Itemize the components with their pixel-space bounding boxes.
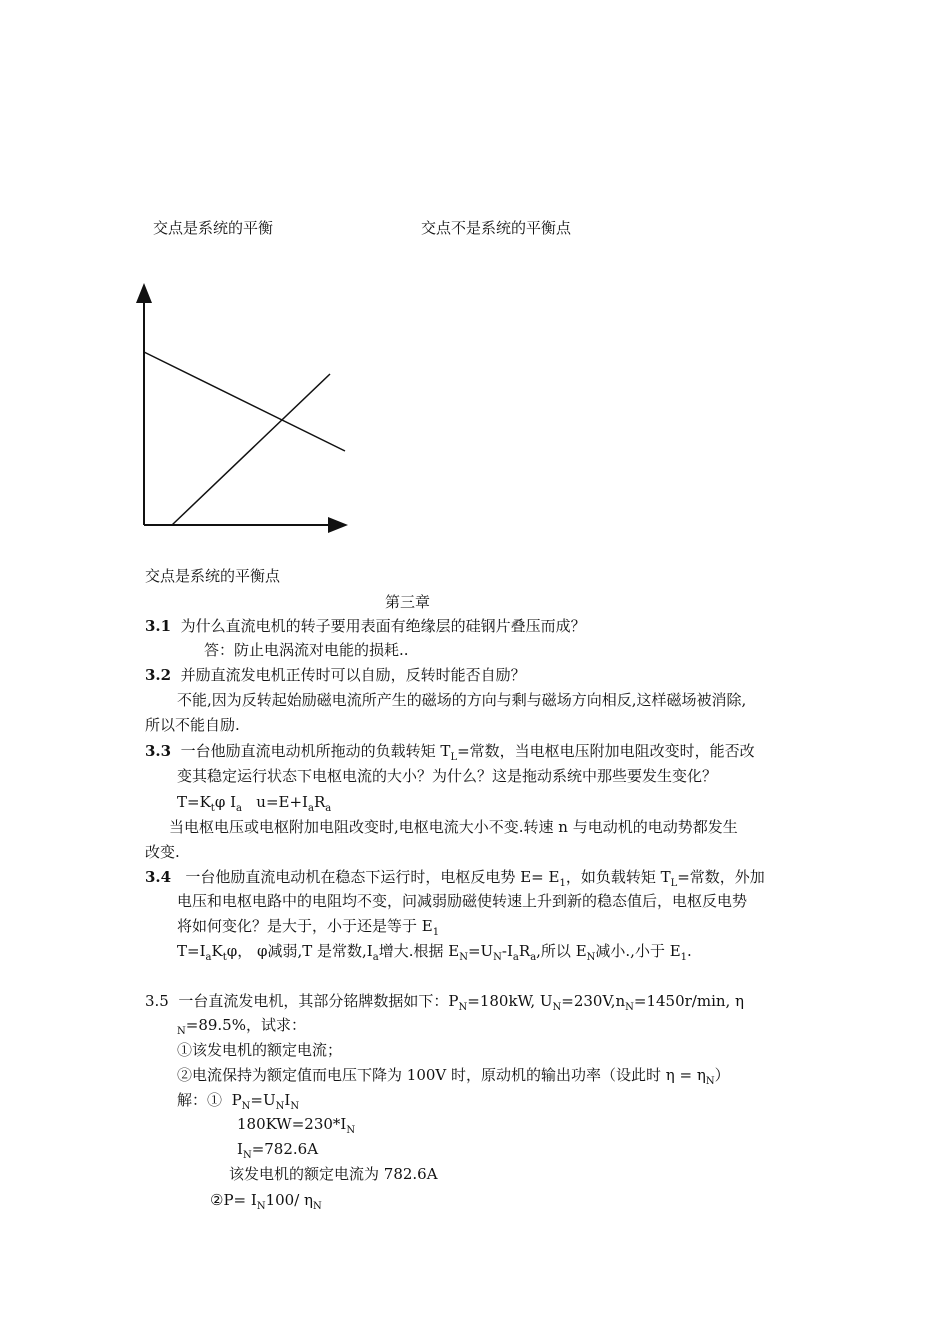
q34-number: 3.4 [145, 868, 172, 886]
q31-line [145, 616, 586, 636]
q31-question: 为什么直流电机的转子要用表面有绝缘层的硅钢片叠压而成？ [180, 617, 586, 635]
q34-line1: 3.4 一台他励直流电动机在稳态下运行时，电枢反电势 $E= E_1$，如负载转矩 $T_L=$常数，外加 [145, 868, 765, 889]
q33-text-b: =常数，当电枢电压附加电阻改变时，能否改 [457, 742, 755, 760]
q32-line [145, 665, 526, 685]
q35-item1: ①该发电机的额定电流； [177, 1041, 343, 1059]
q33-formula: $T=K_t\varphi$ $I_a$ $u=E+I_aR_a$ [177, 793, 332, 814]
q35-item2: ②电流保持为额定值而电压下降为 100V 时，原动机的输出功率（设此时 $\eta = \eta_N$） [177, 1066, 730, 1087]
load-torque-line [144, 352, 345, 451]
q32-number: 3.2 [145, 666, 172, 684]
chapter-title: 第三章 [385, 593, 431, 611]
q35-line1: 3.5 一台直流发电机，其部分铭牌数据如下：$P_N=180kW$, $U_N=230V,n_N=1450r/\min$, η [145, 992, 745, 1013]
q32-answer-line1: 不能,因为反转起始励磁电流所产生的磁场的方向与剩与磁场方向相反,这样磁场被消除, [177, 691, 747, 709]
caption-left: 交点是系统的平衡 [153, 219, 274, 237]
q32-question: 并励直流发电机正传时可以自励，反转时能否自励？ [180, 666, 526, 684]
q35-solution-1: 解：① $P_N=U_NI_N$ [177, 1091, 300, 1112]
q35-line2: $_N$=89.5%，试求： [177, 1016, 306, 1037]
q34-line2: 电压和电枢电路中的电阻均不变，问减弱励磁使转速上升到新的稳态值后，电枢反电势 [177, 892, 748, 910]
q34-line3: 将如何变化？是大于，小于还是等于 $E_1$ [177, 917, 440, 938]
q33-sub: L [450, 752, 458, 763]
q32-answer-line2: 所以不能自励. [145, 716, 240, 734]
caption-right: 交点不是系统的平衡点 [421, 219, 572, 237]
q33-text-a: 一台他励直流电动机所拖动的负载转矩 T [180, 742, 451, 760]
q35-number: 3.5 [145, 992, 169, 1010]
q33-line2: 变其稳定运行状态下电枢电流的大小？为什么？这是拖动系统中那些要发生变化？ [177, 767, 718, 785]
q33-number: 3.3 [145, 742, 172, 760]
q34-answer: $T=I_aK_t\varphi$， φ减弱,T 是常数$,I_a$增大.根据 $E_N=U_N-I_aR_a$,所以 $E_N$减小.,小于 $E_1$. [177, 942, 692, 963]
q33-answer-line1: 当电枢电压或电枢附加电阻改变时,电枢电流大小不变.转速 n 与电动机的电动势都发生 [169, 818, 738, 836]
q35-solution-5: ②P= $I_N100/$ $\eta_N$ [210, 1191, 322, 1212]
q35-solution-2: $180KW=230*I_N$ [237, 1115, 356, 1136]
q35-solution-3: $I_N=782.6A$ [237, 1140, 319, 1161]
q33-line1 [145, 741, 755, 761]
q31-number: 3.1 [145, 617, 172, 635]
q31-answer: 答：防止电涡流对电能的损耗.. [204, 641, 409, 659]
q35-solution-4: 该发电机的额定电流为 782.6A [229, 1165, 438, 1183]
caption-below-graph: 交点是系统的平衡点 [145, 567, 281, 585]
q33-answer-line2: 改变. [145, 843, 180, 861]
motor-torque-line [172, 374, 330, 525]
